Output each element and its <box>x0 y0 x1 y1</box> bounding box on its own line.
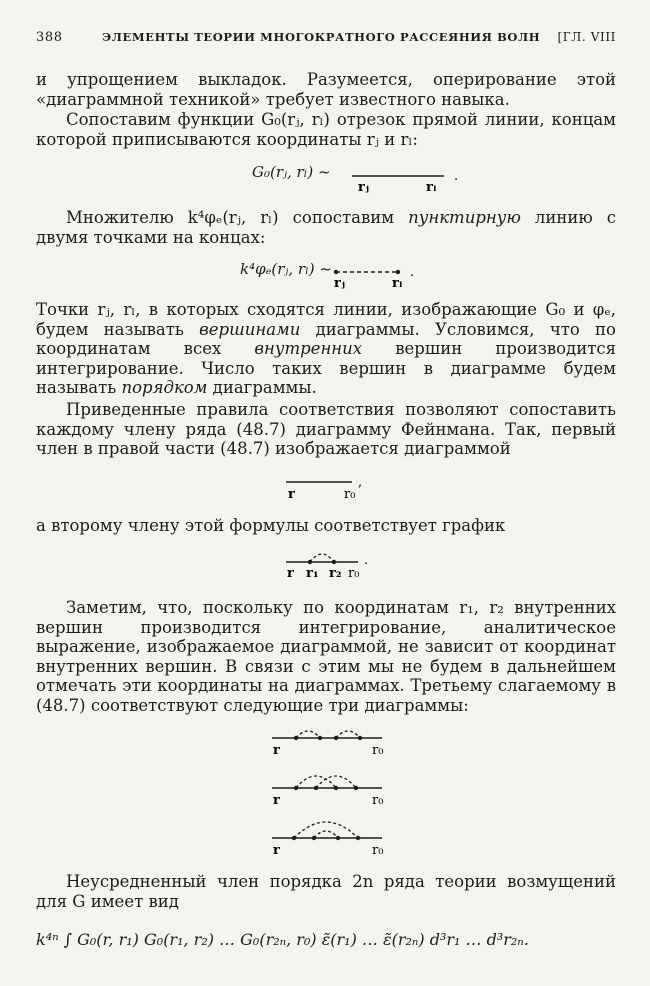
emph-vertices: вершинами <box>199 319 301 339</box>
paragraph-4-text-b: диаграммы. Условимся, что по координатам всех <box>36 319 616 359</box>
label-rj-2: rⱼ <box>334 276 345 291</box>
final-formula: k⁴ⁿ ∫ G₀(r, r₁) G₀(r₁, r₂) … G₀(r₂ₙ, r₀) ε̃(r₁) … ε̃(r₂ₙ) d³r₁ … d³r₂ₙ. <box>36 930 529 949</box>
formula-phi <box>240 260 332 278</box>
paragraph-4 <box>36 300 616 398</box>
diagram-first-term <box>286 476 366 502</box>
d2-label-r2: r₂ <box>329 566 342 581</box>
chapter-marker: [ГЛ. VIII <box>557 30 616 44</box>
d4-label-r: r <box>273 793 280 808</box>
paragraph-7: Заметим, что, поскольку по координатам r₁, r₂ внутренних вершин производится интегрирование, аналитическое выражение, изображаемое диаграммой, не зависит от координат внутренних вершин. В связи с этим мы не будем в дальнейшем отмечать эти координаты на диаграммах. Третьему слагаемому в (48.7) соответствуют следующие три диаграммы: <box>36 598 616 715</box>
paragraph-4-text-d: диаграммы. <box>207 378 317 398</box>
emph-order: порядком <box>121 378 208 398</box>
paragraph-1: и упрощением выкладок. Разумеется, оперирование этой «диаграммной техникой» требует известного навыка. <box>36 70 616 109</box>
paragraph-3-text-b: линию с двумя точками на концах: <box>36 208 617 247</box>
diagram-second-term <box>286 544 370 580</box>
d4-label-r0: r₀ <box>372 793 384 808</box>
paragraph-3 <box>36 208 616 247</box>
running-header <box>36 30 616 50</box>
label-rl: rₗ <box>426 180 437 195</box>
d2-label-r1: r₁ <box>306 566 319 581</box>
formula-g0-expr: G₀(rⱼ, rₗ) ~ <box>252 163 331 181</box>
formula-phi-tail: . <box>410 265 415 280</box>
page-number: 388 <box>36 30 63 45</box>
paragraph-5: Приведенные правила соответствия позволяют сопоставить каждому члену ряда (48.7) диаграмму Фейнмана. Так, первый член в правой части (48.7) изображается диаграммой <box>36 400 616 459</box>
formula-g0-tail: . <box>454 169 459 184</box>
d3-label-r: r <box>273 743 280 758</box>
d3-label-r0: r₀ <box>372 743 384 758</box>
diagram-phi-dashed <box>334 264 424 290</box>
d1-tail: , <box>358 475 363 490</box>
d1-label-r: r <box>288 487 295 502</box>
emph-dashed: пунктирную <box>408 208 521 227</box>
emph-internal: внутренних <box>254 339 363 359</box>
d1-label-r0: r₀ <box>344 487 356 502</box>
paragraph-6: а второму члену этой формулы соответствует график <box>36 516 506 535</box>
paragraph-3-text-a: Множителю k⁴φₑ(rⱼ, rₗ) сопоставим <box>66 208 409 227</box>
diagram-third-term-b <box>272 766 392 808</box>
diagram-g0-line <box>352 170 462 194</box>
d5-label-r: r <box>273 843 280 858</box>
label-rj: rⱼ <box>358 180 369 195</box>
diagram-third-term-c <box>272 814 392 858</box>
d2-label-r0: r₀ <box>348 566 360 581</box>
running-title: ЭЛЕМЕНТЫ ТЕОРИИ МНОГОКРАТНОГО РАССЕЯНИЯ ВОЛН <box>102 30 541 44</box>
paragraph-4-text-c: вершин производится интегрирование. Число таких вершин в диаграмме будем называть <box>36 339 616 398</box>
paragraph-2: Сопоставим функции G₀(rⱼ, rₗ) отрезок прямой линии, концам которой приписываются координаты rⱼ и rₗ: <box>36 110 616 149</box>
d2-label-r: r <box>287 566 294 581</box>
d5-label-r0: r₀ <box>372 843 384 858</box>
diagram-third-term-a <box>272 726 392 758</box>
formula-g0 <box>252 163 331 181</box>
formula-phi-expr: k⁴φₑ(rⱼ, rₗ) ~ <box>240 260 332 278</box>
paragraph-4-text-a: Точки rⱼ, rₗ, в которых сходятся линии, изображающие G₀ и φₑ, будем называть <box>36 300 616 339</box>
d2-tail: . <box>364 553 369 568</box>
paragraph-8: Неусредненный член порядка 2n ряда теории возмущений для G имеет вид <box>36 872 616 911</box>
label-rl-2: rₗ <box>392 276 403 291</box>
